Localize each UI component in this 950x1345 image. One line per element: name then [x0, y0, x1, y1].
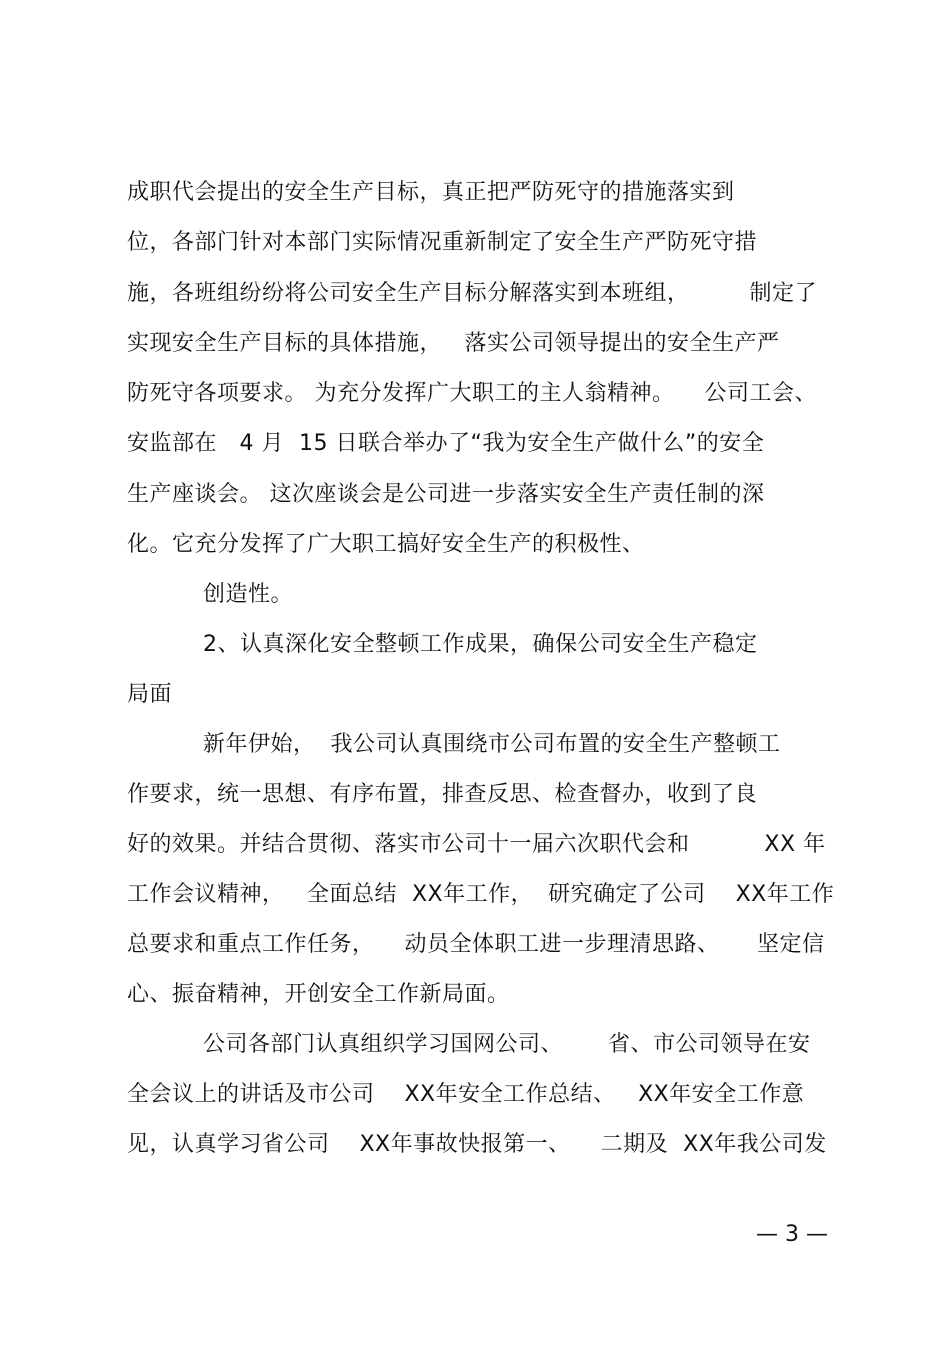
text-line-8: 化。它充分发挥了广大职工搞好安全生产的积极性、 — [127, 532, 645, 557]
page-number: — 3 — — [756, 1222, 828, 1247]
text-line-9: 创造性。 — [203, 582, 294, 607]
text-line-6: 安监部在 4 月 15 日联合举办了“我为安全生产做什么”的安全 — [127, 431, 765, 456]
text-line-2: 位，各部门针对本部门实际情况重新制定了安全生产严防死守措 — [127, 230, 758, 255]
text-line-17: 心、振奋精神，开创安全工作新局面。 — [127, 982, 510, 1007]
text-line-12: 新年伊始， 我公司认真围绕市公司布置的安全生产整顿工 — [203, 732, 781, 757]
text-line-13: 作要求，统一思想、有序布置，排查反思、检查督办，收到了良 — [127, 782, 758, 807]
text-line-3: 施，各班组纷纷将公司安全生产目标分解落实到本班组， 制定了 — [127, 281, 817, 306]
text-line-7: 生产座谈会。 这次座谈会是公司进一步落实安全生产责任制的深 — [127, 482, 765, 507]
text-line-19: 全会议上的讲话及市公司 XX年安全工作总结、 XX年安全工作意 — [127, 1082, 805, 1107]
text-line-20: 见，认真学习省公司 XX年事故快报第一、 二期及 XX年我公司发 — [127, 1132, 827, 1157]
section-heading-continued: 局面 — [127, 682, 173, 707]
text-line-16: 总要求和重点工作任务， 动员全体职工进一步理清思路、 坚定信 — [127, 932, 825, 957]
text-line-15: 工作会议精神， 全面总结 XX年工作， 研究确定了公司 XX年工作 — [127, 882, 835, 907]
text-line-4: 实现安全生产目标的具体措施， 落实公司领导提出的安全生产严 — [127, 331, 780, 356]
text-line-18: 公司各部门认真组织学习国网公司、 省、市公司领导在安 — [203, 1032, 811, 1057]
text-line-5: 防死守各项要求。 为充分发挥广大职工的主人翁精神。 公司工会、 — [127, 381, 817, 406]
section-heading: 2、认真深化安全整顿工作成果，确保公司安全生产稳定 — [203, 632, 758, 657]
text-line-14: 好的效果。并结合贯彻、落实市公司十一届六次职代会和 XX 年 — [127, 832, 826, 857]
text-line-1: 成职代会提出的安全生产目标，真正把严防死守的措施落实到 — [127, 180, 735, 205]
